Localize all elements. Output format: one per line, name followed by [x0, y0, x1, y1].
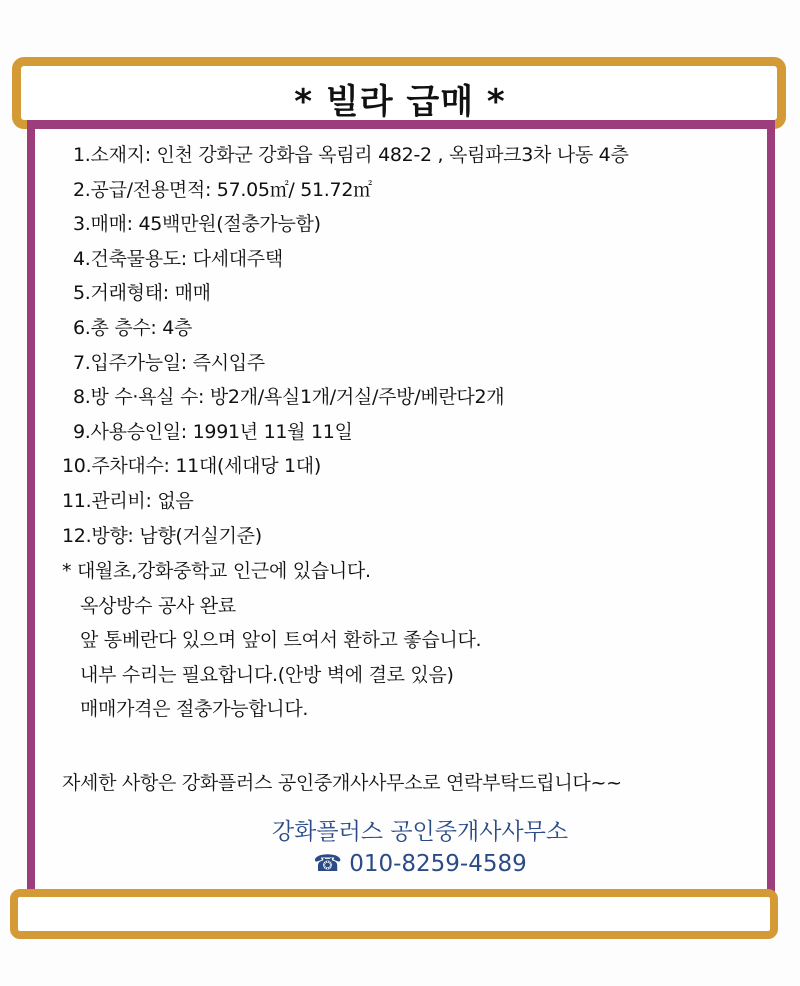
- listing-item: 5.거래형태: 매매: [73, 282, 211, 305]
- listing-item: 7.입주가능일: 즉시입주: [73, 351, 265, 374]
- phone-icon: ☎: [313, 851, 342, 877]
- listing-item: 2.공급/전용면적: 57.05㎡/ 51.72㎡: [73, 178, 372, 201]
- page-title: * 빌라 급매 *: [294, 82, 506, 122]
- listing-item: 8.방 수·욕실 수: 방2개/욕실1개/거실/주방/베란다2개: [73, 386, 505, 409]
- agency-phone: [0, 851, 800, 877]
- note-line: 앞 통베란다 있으며 앞이 트여서 환하고 좋습니다.: [80, 629, 482, 652]
- listing-item: 1.소재지: 인천 강화군 강화읍 옥림리 482-2 , 옥림파크3차 나동 4층: [73, 144, 629, 166]
- listing-item: 4.건축물용도: 다세대주택: [73, 247, 283, 270]
- listing-item: 11.관리비: 없음: [62, 490, 194, 512]
- contact-line: 자세한 사항은 강화플러스 공인중개사사무소로 연락부탁드립니다~~: [62, 772, 622, 794]
- listing-item: 12.방향: 남향(거실기준): [62, 524, 262, 547]
- note-line: 옥상방수 공사 완료: [80, 594, 236, 617]
- listing-item: 6.총 층수: 4층: [73, 317, 193, 339]
- note-line: * 대월초,강화중학교 인근에 있습니다.: [62, 560, 371, 582]
- listing-item: 3.매매: 45백만원(절충가능함): [73, 213, 321, 236]
- note-line: 매매가격은 절충가능합니다.: [80, 698, 309, 721]
- listing-item: 10.주차대수: 11대(세대당 1대): [62, 455, 321, 478]
- note-line: 내부 수리는 필요합니다.(안방 벽에 결로 있음): [80, 663, 454, 686]
- footer-frame: [10, 889, 778, 939]
- phone-number: 010-8259-4589: [349, 851, 527, 877]
- listing-item: 9.사용승인일: 1991년 11월 11일: [73, 420, 353, 443]
- agency-name: 강화플러스 공인중개사사무소: [271, 819, 569, 845]
